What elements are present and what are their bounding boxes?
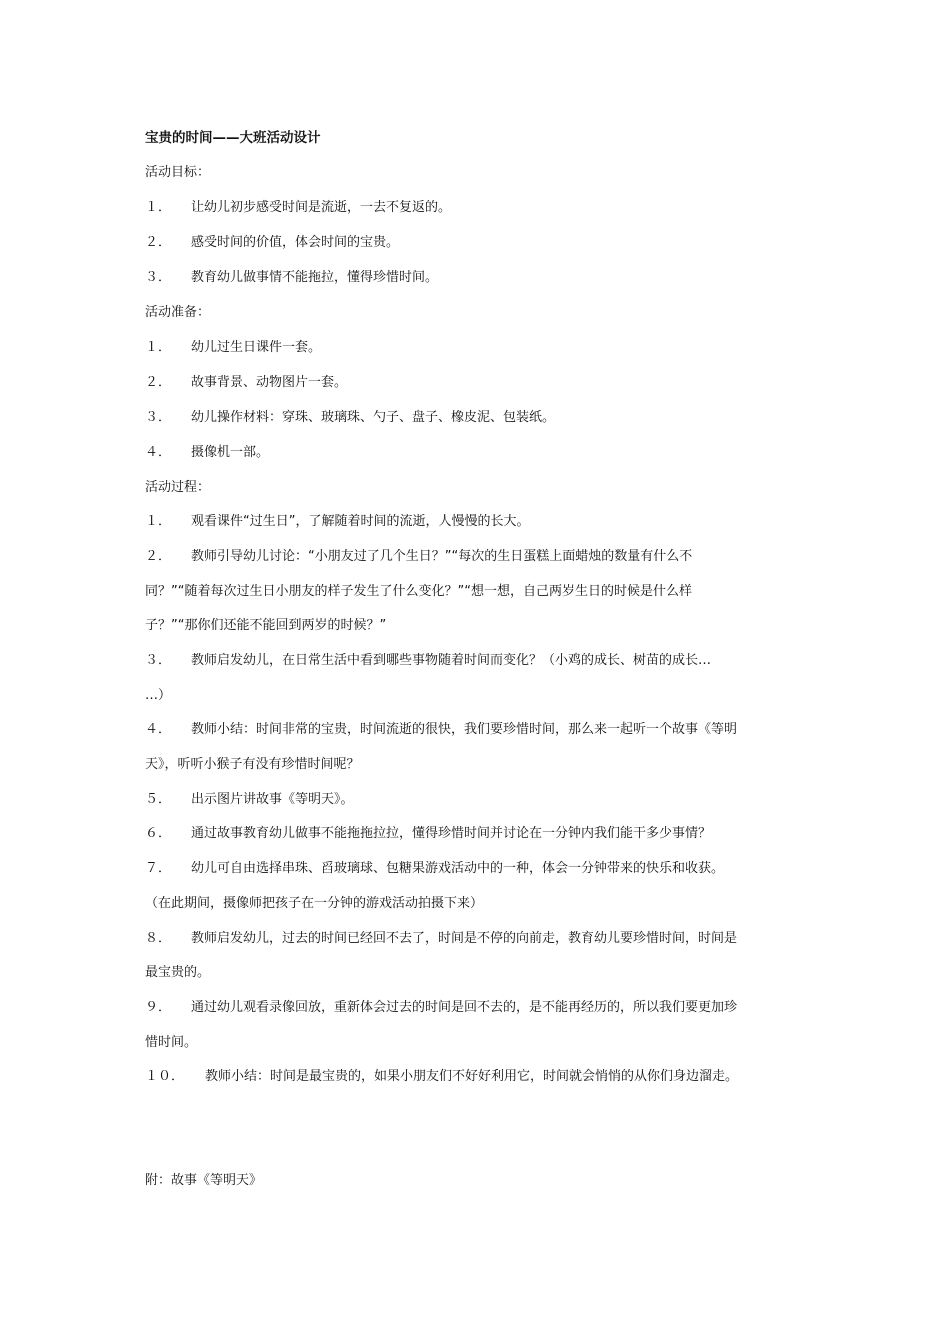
item-text: 出示图片讲故事《等明天》。 [191, 792, 354, 807]
process-item-6 [145, 826, 711, 842]
item-number: ６． [145, 826, 172, 841]
item-text: 故事背景、动物图片一套。 [191, 375, 348, 390]
document-title: 宝贵的时间——大班活动设计 [145, 130, 321, 146]
process-item-10 [145, 1069, 738, 1085]
item-number: ２． [145, 375, 172, 390]
process-item-5 [145, 792, 354, 808]
process-item-2-line-2: 同？”“随着每次过生日小朋友的样子发生了什么变化？”“想一想，自己两岁生日的时候是什么样 [145, 584, 692, 599]
appendix-heading: 附：故事《等明天》 [145, 1173, 263, 1188]
item-number: ７． [145, 861, 172, 876]
item-text: 教师启发幼儿，过去的时间已经回不去了，时间是不停的向前走，教育幼儿要珍惜时间，时间是 [191, 931, 738, 946]
item-number: １． [145, 514, 172, 529]
item-number: ４． [145, 445, 172, 460]
goal-item [145, 270, 438, 286]
item-text: 教师引导幼儿讨论：“小朋友过了几个生日？”“每次的生日蛋糕上面蜡烛的数量有什么不 [191, 549, 693, 564]
process-item-2-line-3: 子？”“那你们还能不能回到两岁的时候？” [145, 618, 387, 633]
process-item-7-line-2: （在此期间，摄像师把孩子在一分钟的游戏活动拍摄下来） [145, 896, 484, 911]
process-item-8 [145, 931, 737, 947]
item-number: ２． [145, 549, 172, 564]
process-heading: 活动过程： [145, 480, 211, 495]
item-number: ５． [145, 792, 172, 807]
process-item-7 [145, 861, 724, 877]
process-item-9-line-2: 惜时间。 [145, 1035, 198, 1050]
item-number: ３． [145, 270, 172, 285]
goal-item [145, 235, 399, 251]
item-text: 让幼儿初步感受时间是流逝，一去不复返的。 [191, 200, 452, 215]
prep-item [145, 340, 321, 356]
item-number: ８． [145, 931, 172, 946]
item-text: 教育幼儿做事情不能拖拉，懂得珍惜时间。 [191, 270, 439, 285]
process-item-4 [145, 722, 737, 738]
item-number: １． [145, 200, 172, 215]
process-item-1 [145, 514, 529, 530]
prep-item [145, 410, 555, 426]
process-item-3 [145, 653, 711, 669]
process-item-9 [145, 1000, 737, 1016]
item-text: 幼儿过生日课件一套。 [191, 340, 322, 355]
item-text: 幼儿操作材料：穿珠、玻璃珠、勺子、盘子、橡皮泥、包装纸。 [191, 410, 556, 425]
item-text: 教师小结：时间是最宝贵的，如果小朋友们不好好利用它，时间就会悄悄的从你们身边溜走。 [205, 1069, 739, 1084]
process-item-3-line-2: …） [145, 688, 172, 703]
item-text: 幼儿可自由选择串珠、舀玻璃球、包糖果游戏活动中的一种，体会一分钟带来的快乐和收获。 [191, 861, 725, 876]
goal-item [145, 200, 451, 216]
item-text: 教师启发幼儿，在日常生活中看到哪些事物随着时间而变化？（小鸡的成长、树苗的成长… [191, 653, 712, 668]
item-number: ４． [145, 722, 172, 737]
prep-item [145, 375, 347, 391]
goals-heading: 活动目标： [145, 165, 211, 180]
item-text: 通过故事教育幼儿做事不能拖拖拉拉，懂得珍惜时间并讨论在一分钟内我们能干多少事情？ [191, 826, 712, 841]
item-text: 感受时间的价值，体会时间的宝贵。 [191, 235, 400, 250]
item-number: １． [145, 340, 172, 355]
item-text: 通过幼儿观看录像回放，重新体会过去的时间是回不去的，是不能再经历的，所以我们要更加珍 [191, 1000, 738, 1015]
item-text: 观看课件“过生日”，了解随着时间的流逝，人慢慢的长大。 [191, 514, 530, 529]
item-number: ３． [145, 410, 172, 425]
item-number: １０． [145, 1069, 185, 1084]
item-number: ９． [145, 1000, 172, 1015]
process-item-8-line-2: 最宝贵的。 [145, 965, 211, 980]
item-text: 教师小结：时间非常的宝贵，时间流逝的很快，我们要珍惜时间，那么来一起听一个故事《等明 [191, 722, 738, 737]
item-text: 摄像机一部。 [191, 445, 270, 460]
process-item-4-line-2: 天》，听听小猴子有没有珍惜时间呢？ [145, 757, 360, 772]
process-item-2 [145, 549, 692, 565]
item-number: ３． [145, 653, 172, 668]
item-number: ２． [145, 235, 172, 250]
prep-item [145, 445, 269, 461]
prep-heading: 活动准备： [145, 305, 211, 320]
